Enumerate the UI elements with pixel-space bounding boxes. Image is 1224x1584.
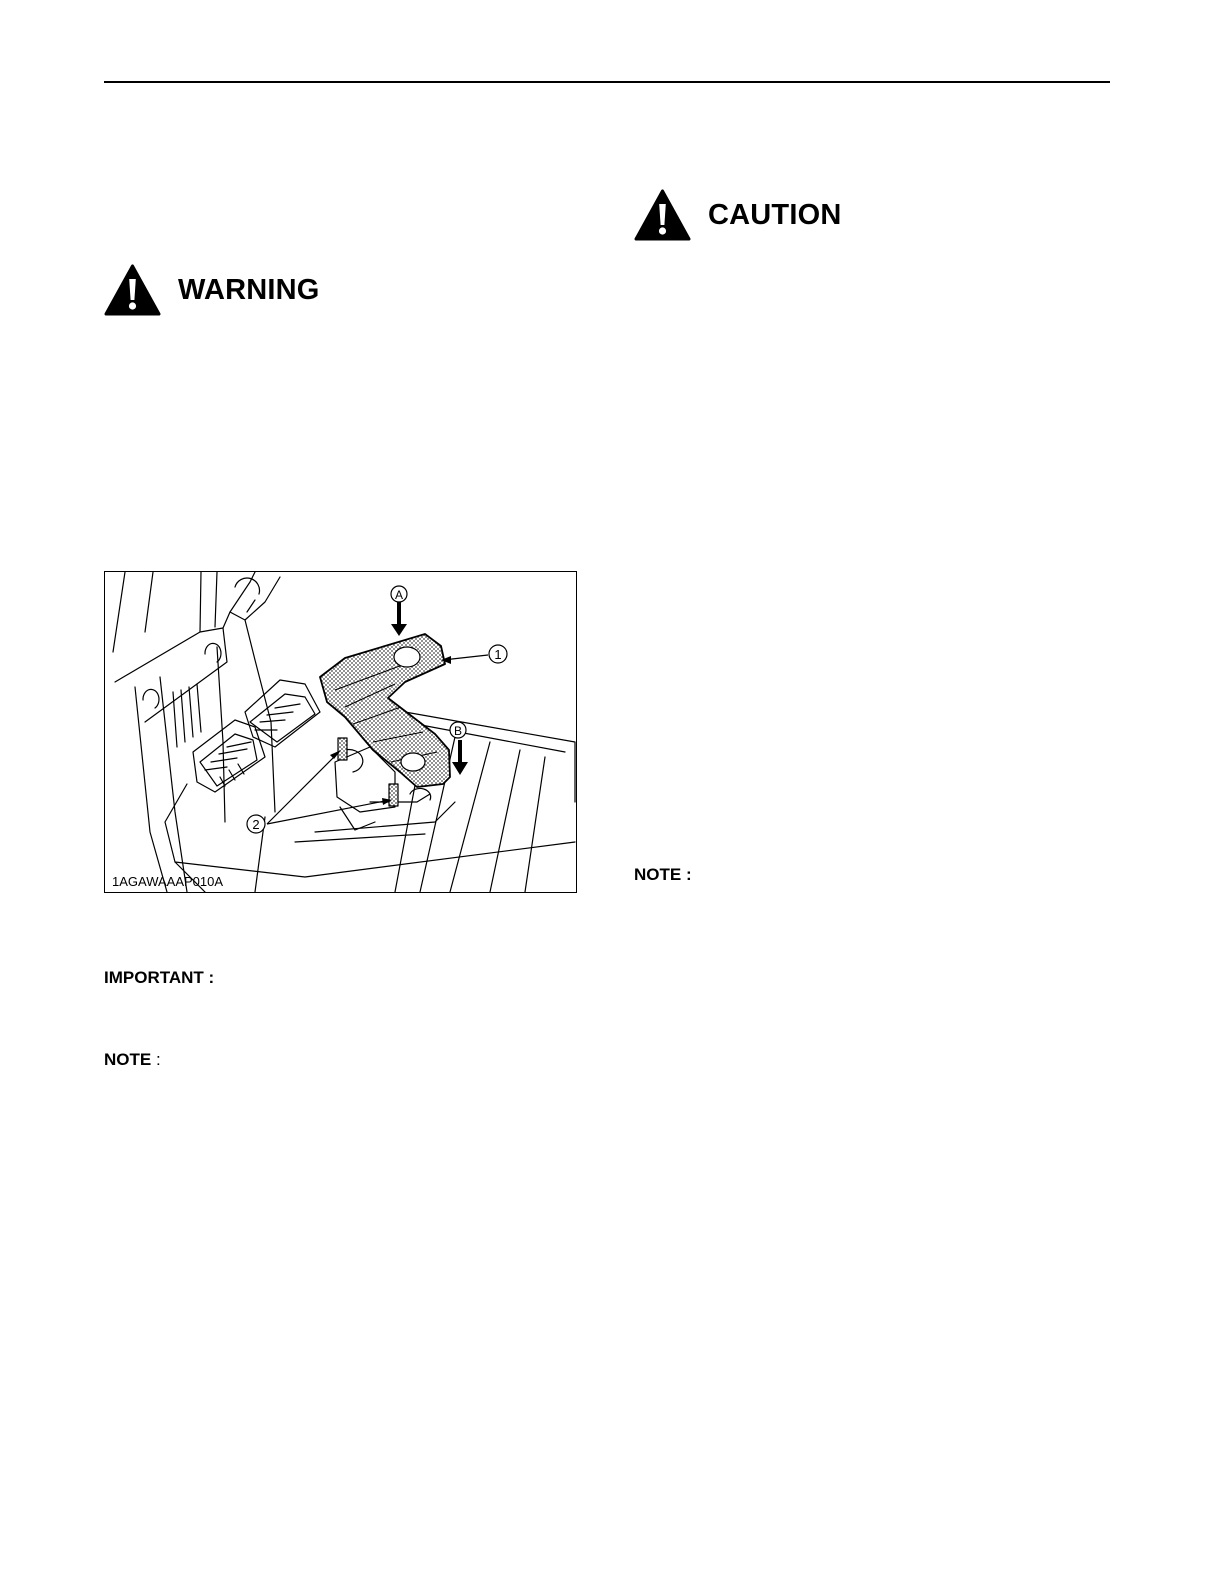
header-rule [104, 81, 1110, 83]
caution-heading [634, 189, 842, 241]
warning-triangle-icon [634, 189, 691, 241]
pedal-illustration [104, 571, 577, 893]
note-label-left [104, 1050, 161, 1070]
note-label-right: NOTE : [634, 865, 692, 884]
warning-triangle-icon [104, 264, 161, 316]
caution-title: CAUTION [708, 198, 842, 231]
pedal-drawing [105, 572, 576, 892]
callout-2: 2 [252, 817, 260, 832]
note-colon: : [151, 1050, 161, 1069]
note-word: NOTE [104, 1050, 152, 1069]
warning-title: WARNING [178, 273, 320, 306]
warning-heading [104, 264, 320, 316]
figure-code: 1AGAWAAAP010A [112, 874, 224, 889]
callout-b: B [453, 724, 463, 738]
important-label: IMPORTANT : [104, 968, 215, 987]
callout-a: A [394, 588, 404, 602]
callout-1: 1 [494, 647, 502, 662]
